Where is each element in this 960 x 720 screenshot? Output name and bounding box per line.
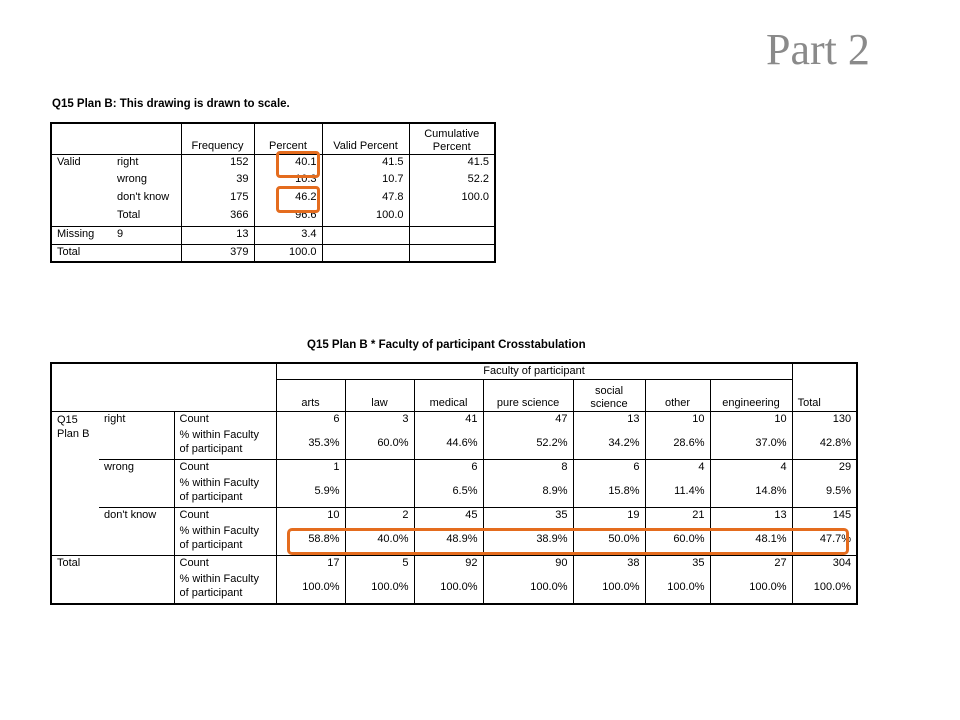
group-label-spacer	[51, 208, 112, 226]
count-cell: 2	[345, 508, 414, 524]
count-cell: 47	[483, 412, 573, 428]
header-pure-science: pure science	[483, 380, 573, 412]
header-cumulative-percent: Cumulative Percent	[409, 123, 495, 154]
percent-cell: 52.2%	[483, 428, 573, 460]
percent-cell: 9.5%	[792, 476, 857, 508]
crosstab-row-wrong-count	[51, 460, 857, 476]
frequency-value: 175	[181, 190, 254, 208]
count-cell: 145	[792, 508, 857, 524]
percent-cell: 60.0%	[645, 524, 710, 556]
count-cell: 45	[414, 508, 483, 524]
percent-value: 40.1	[254, 154, 322, 172]
header-arts: arts	[276, 380, 345, 412]
statistic-label-count: Count	[174, 412, 276, 428]
crosstab-header-corner	[51, 363, 276, 412]
frequency-row-total	[51, 244, 495, 262]
percent-value: 96.6	[254, 208, 322, 226]
frequency-table	[50, 122, 496, 263]
slide-title: Part 2	[766, 25, 870, 74]
statistic-label-count: Count	[174, 460, 276, 476]
group-label-spacer	[51, 172, 112, 190]
row-label-right: right	[112, 154, 181, 172]
percent-cell: 11.4%	[645, 476, 710, 508]
group-label-valid: Valid	[51, 154, 112, 172]
count-cell: 4	[710, 460, 792, 476]
count-cell: 21	[645, 508, 710, 524]
percent-cell: 15.8%	[573, 476, 645, 508]
count-cell: 13	[573, 412, 645, 428]
count-cell: 4	[645, 460, 710, 476]
cumulative-percent-value: 41.5	[409, 154, 495, 172]
frequency-header-row	[51, 123, 495, 154]
count-cell: 10	[276, 508, 345, 524]
count-cell: 90	[483, 556, 573, 572]
valid-percent-value: 41.5	[322, 154, 409, 172]
valid-percent-value: 10.7	[322, 172, 409, 190]
frequency-row-valid-total	[51, 208, 495, 226]
count-cell: 304	[792, 556, 857, 572]
percent-cell: 100.0%	[792, 572, 857, 604]
statistic-label-percent: % within Faculty of participant	[174, 428, 276, 460]
count-cell: 10	[645, 412, 710, 428]
statistic-label-count: Count	[174, 556, 276, 572]
percent-value: 3.4	[254, 226, 322, 244]
percent-cell: 100.0%	[710, 572, 792, 604]
percent-value: 10.3	[254, 172, 322, 190]
column-group-faculty: Faculty of participant	[276, 363, 792, 380]
valid-percent-value: 100.0	[322, 208, 409, 226]
row-variable-label: Q15 Plan B	[51, 412, 99, 556]
header-percent: Percent	[254, 123, 322, 154]
percent-cell: 38.9%	[483, 524, 573, 556]
frequency-row-right	[51, 154, 495, 172]
percent-cell	[345, 476, 414, 508]
percent-cell: 5.9%	[276, 476, 345, 508]
percent-cell: 100.0%	[573, 572, 645, 604]
crosstab-row-total-count	[51, 556, 857, 572]
percent-cell: 48.1%	[710, 524, 792, 556]
crosstab-body	[51, 412, 857, 604]
crosstab-row-dont-know-count	[51, 508, 857, 524]
header-other: other	[645, 380, 710, 412]
percent-cell: 6.5%	[414, 476, 483, 508]
statistic-label-percent: % within Faculty of participant	[174, 572, 276, 604]
row-label-wrong: wrong	[112, 172, 181, 190]
group-label-missing: Missing	[51, 226, 112, 244]
percent-cell: 42.8%	[792, 428, 857, 460]
count-cell: 8	[483, 460, 573, 476]
frequency-row-wrong	[51, 172, 495, 190]
frequency-row-dont-know	[51, 190, 495, 208]
percent-cell: 47.7%	[792, 524, 857, 556]
statistic-label-percent: % within Faculty of participant	[174, 476, 276, 508]
count-cell: 13	[710, 508, 792, 524]
cumulative-percent-value: 100.0	[409, 190, 495, 208]
count-cell: 6	[276, 412, 345, 428]
row-label-dont-know: don't know	[99, 508, 174, 556]
percent-cell: 40.0%	[345, 524, 414, 556]
count-cell: 35	[483, 508, 573, 524]
crosstab-title: Q15 Plan B * Faculty of participant Crosstabulation	[307, 339, 586, 351]
percent-cell: 50.0%	[573, 524, 645, 556]
count-cell: 35	[645, 556, 710, 572]
frequency-table-title: Q15 Plan B: This drawing is drawn to scale.	[52, 98, 290, 110]
count-cell: 6	[414, 460, 483, 476]
cumulative-percent-value	[409, 244, 495, 262]
crosstab-table	[50, 362, 858, 605]
frequency-value: 13	[181, 226, 254, 244]
count-cell: 92	[414, 556, 483, 572]
cumulative-percent-value	[409, 208, 495, 226]
count-cell	[345, 460, 414, 476]
cumulative-percent-value: 52.2	[409, 172, 495, 190]
header-social-science: social science	[573, 380, 645, 412]
count-cell: 29	[792, 460, 857, 476]
count-cell: 10	[710, 412, 792, 428]
percent-value: 100.0	[254, 244, 322, 262]
count-cell: 19	[573, 508, 645, 524]
percent-cell: 44.6%	[414, 428, 483, 460]
row-label-valid-total: Total	[112, 208, 181, 226]
count-cell: 3	[345, 412, 414, 428]
percent-cell: 34.2%	[573, 428, 645, 460]
percent-cell: 100.0%	[414, 572, 483, 604]
count-cell: 38	[573, 556, 645, 572]
percent-cell: 100.0%	[645, 572, 710, 604]
frequency-value: 379	[181, 244, 254, 262]
percent-cell: 35.3%	[276, 428, 345, 460]
count-cell: 41	[414, 412, 483, 428]
count-cell: 1	[276, 460, 345, 476]
count-cell: 130	[792, 412, 857, 428]
header-frequency: Frequency	[181, 123, 254, 154]
count-cell: 27	[710, 556, 792, 572]
percent-cell: 37.0%	[710, 428, 792, 460]
percent-cell: 100.0%	[276, 572, 345, 604]
crosstab-header-row-1	[51, 363, 857, 380]
frequency-row-missing	[51, 226, 495, 244]
header-law: law	[345, 380, 414, 412]
percent-cell: 28.6%	[645, 428, 710, 460]
row-label-wrong: wrong	[99, 460, 174, 508]
percent-cell: 48.9%	[414, 524, 483, 556]
valid-percent-value: 47.8	[322, 190, 409, 208]
cumulative-percent-value	[409, 226, 495, 244]
count-cell: 6	[573, 460, 645, 476]
percent-cell: 8.9%	[483, 476, 573, 508]
row-label-right: right	[99, 412, 174, 460]
percent-cell: 60.0%	[345, 428, 414, 460]
frequency-header-corner	[51, 123, 181, 154]
statistic-label-percent: % within Faculty of participant	[174, 524, 276, 556]
row-label-missing-9: 9	[112, 226, 181, 244]
percent-value: 46.2	[254, 190, 322, 208]
group-label-total: Total	[51, 244, 181, 262]
statistic-label-count: Count	[174, 508, 276, 524]
valid-percent-value	[322, 244, 409, 262]
row-label-dont-know: don't know	[112, 190, 181, 208]
count-cell: 17	[276, 556, 345, 572]
header-valid-percent: Valid Percent	[322, 123, 409, 154]
valid-percent-value	[322, 226, 409, 244]
group-label-spacer	[51, 190, 112, 208]
header-total: Total	[792, 363, 857, 412]
frequency-value: 366	[181, 208, 254, 226]
frequency-value: 39	[181, 172, 254, 190]
frequency-value: 152	[181, 154, 254, 172]
percent-cell: 100.0%	[345, 572, 414, 604]
percent-cell: 100.0%	[483, 572, 573, 604]
percent-cell: 14.8%	[710, 476, 792, 508]
crosstab-row-right-count	[51, 412, 857, 428]
count-cell: 5	[345, 556, 414, 572]
header-engineering: engineering	[710, 380, 792, 412]
row-label-total: Total	[51, 556, 174, 604]
header-medical: medical	[414, 380, 483, 412]
percent-cell: 58.8%	[276, 524, 345, 556]
